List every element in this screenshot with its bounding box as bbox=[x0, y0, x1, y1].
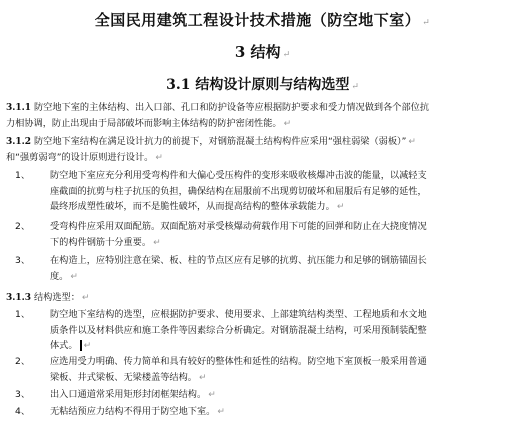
list-item-line: 座截面的抗剪与柱子抗压的负担，确保结构在屈服前不出现剪切破坏和屈服后有足够的延性， bbox=[50, 185, 427, 197]
list-item-line: 应选用受力明确、传力简单和具有较好的整体性和延性的结构。防空地下室顶板一般采用普通 bbox=[50, 356, 427, 367]
list-item-line: 度。 bbox=[50, 270, 69, 282]
list-item-line: 梁板、井式梁板、无梁楼盖等结构。 bbox=[50, 371, 197, 383]
list-item-line: 防空地下室应充分利用受弯构件和大偏心受压构件的变形来吸收核爆冲击波的能量，以减轻支 bbox=[50, 170, 427, 181]
list-item-index: 4、 bbox=[15, 406, 31, 417]
clause-text: 防空地下室结构在满足设计抗力的前提下，对钢筋混凝土结构构件应采用“强柱弱梁（弱板）” bbox=[31, 136, 407, 147]
list-item-line: 受弯构件应采用双面配筋。双面配筋对承受核爆动荷载作用下可能的回弹和防止在大挠度情况 bbox=[50, 221, 427, 232]
list-item: 受弯构件应采用双面配筋。双面配筋对承受核爆动荷载作用下可能的回弹和防止在大挠度情况 下的构件钢筋十分重要。 ↵ bbox=[50, 219, 520, 251]
list-item: 应选用受力明确、传力简单和具有较好的整体性和延性的结构。防空地下室顶板一般采用普通 梁板、井式梁板、无梁楼盖等结构。 ↵ bbox=[50, 354, 520, 386]
clause-text: 结构选型： bbox=[31, 292, 80, 303]
list-item-index: 1、 bbox=[15, 170, 31, 181]
clause-number: 3.1.3 bbox=[6, 293, 32, 303]
section-heading: 3.1 结构设计原则与结构选型 ↵ bbox=[166, 77, 359, 93]
list-item-line: 在构造上，应特别注意在梁、板、柱的节点区应有足够的抗剪、抗压能力和足够的钢筋锚固长 bbox=[50, 255, 427, 266]
list-item: 防空地下室结构的选型，应根据防护要求、使用要求、上部建筑结构类型、工程地质和水文地 质条件以及材料供应和施工条件等因素综合分析确定。对钢筋混凝土结构，可采用预制装配整 体式。 ↵ bbox=[50, 307, 520, 355]
list-item-line: 无粘结预应力结构不得用于防空地下室。 bbox=[50, 406, 216, 417]
list-item-line: 防空地下室结构的选型，应根据防护要求、使用要求、上部建筑结构类型、工程地质和水文地 bbox=[50, 309, 427, 320]
clause-text: 力相协调，防止出现由于局部破坏而影响主体结构的防护密闭性能。 bbox=[6, 118, 282, 129]
clause-number: 3.1.2 bbox=[6, 137, 32, 147]
document-title: 全国民用建筑工程设计技术措施（防空地下室） ↵ bbox=[94, 11, 431, 29]
list-item: 无粘结预应力结构不得用于防空地下室。 ↵ bbox=[50, 406, 225, 417]
list-item-index: 2、 bbox=[15, 221, 31, 232]
list-item-line: 出入口通道常采用矩形封闭框架结构。 bbox=[50, 389, 207, 400]
clause-3-1-2: 3.1.2 防空地下室结构在满足设计抗力的前提下，对钢筋混凝土结构构件应采用“强柱弱梁（弱板）” ↵ 和“强剪弱弯”的设计原则进行设计。 ↵ bbox=[6, 136, 416, 163]
list-item-line: 最终形成塑性破坏，而不是脆性破坏，从而提高结构的整体承载能力。 bbox=[50, 201, 335, 212]
clause-text: 防空地下室的主体结构、出入口部、孔口和防护设备等应根据防护要求和受力情况做到各个部位抗 bbox=[31, 102, 430, 113]
list-item-line: 质条件以及材料供应和施工条件等因素综合分析确定。对钢筋混凝土结构，可采用预制装配整 bbox=[50, 324, 427, 336]
list-item-index: 3、 bbox=[15, 389, 31, 400]
list-item: 在构造上，应特别注意在梁、板、柱的节点区应有足够的抗剪、抗压能力和足够的钢筋锚固长 度。 ↵ bbox=[50, 253, 520, 285]
chapter-heading: 3 结构 ↵ bbox=[234, 43, 291, 61]
list-item-line: 体式。 bbox=[50, 340, 78, 351]
text-cursor bbox=[80, 340, 82, 351]
list-item-index: 1、 bbox=[15, 309, 31, 320]
list-item-index: 2、 bbox=[15, 356, 31, 367]
clause-3-1-1: 3.1.1 防空地下室的主体结构、出入口部、孔口和防护设备等应根据防护要求和受力情况做到各个部位抗 力相协调，防止出现由于局部破坏而影响主体结构的防护密闭性能。 ↵ bbox=[6, 102, 430, 129]
list-item: 出入口通道常采用矩形封闭框架结构。 ↵ bbox=[50, 389, 216, 400]
clause-number: 3.1.1 bbox=[6, 103, 32, 113]
list-item-line: 下的构件钢筋十分重要。 bbox=[50, 236, 152, 248]
list-item-index: 3、 bbox=[15, 255, 31, 266]
clause-text: 和“强剪弱弯”的设计原则进行设计。 bbox=[6, 152, 154, 163]
clause-3-1-3: 3.1.3 结构选型： ↵ bbox=[6, 292, 90, 303]
list-item: 防空地下室应充分利用受弯构件和大偏心受压构件的变形来吸收核爆冲击波的能量，以减轻支 座截面的抗剪与柱子抗压的负担，确保结构在屈服前不出现剪切破坏和屈服后有足够的延性， 最终形成塑性破坏，而不是脆性破坏，从而提高结构的整体承载能力。 ↵ bbox=[50, 168, 520, 216]
